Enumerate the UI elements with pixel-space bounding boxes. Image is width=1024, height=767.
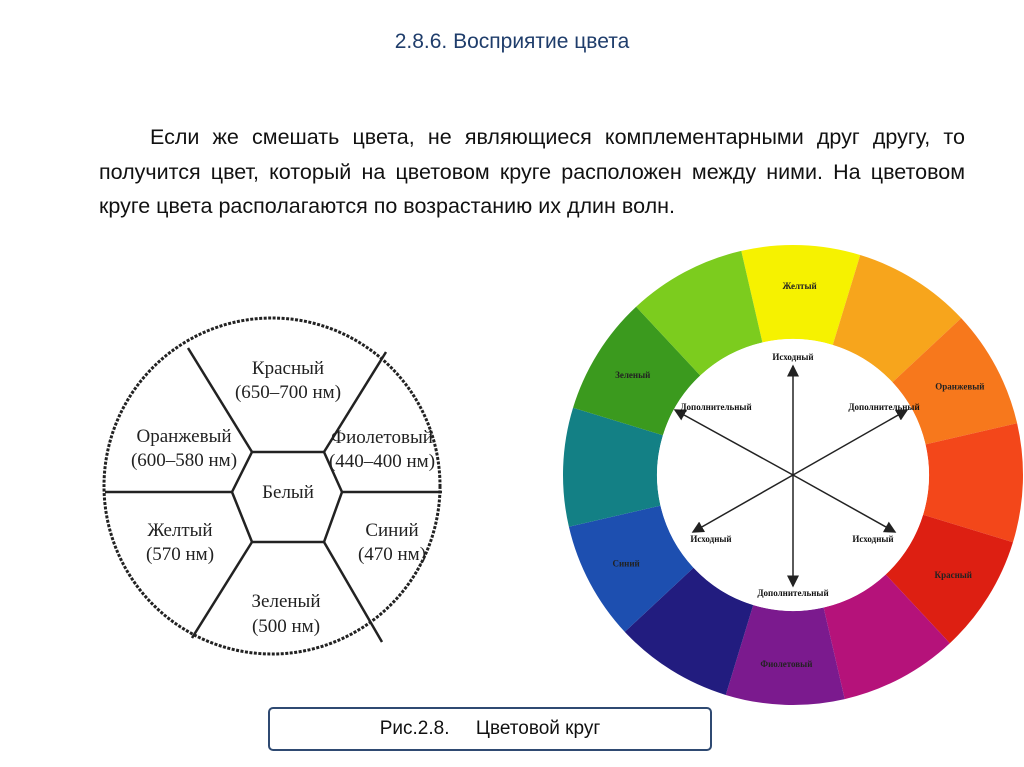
wheel-segment-label: Зеленый <box>615 369 651 380</box>
segment-orange-name: Оранжевый <box>136 426 232 447</box>
wheel-segment-label: Синий <box>612 558 640 569</box>
caption-number: Рис.2.8. <box>379 718 450 739</box>
inner-label-upper-right: Дополнительный <box>848 402 920 412</box>
inner-label-lower-right: Исходный <box>852 534 894 544</box>
center-white-label: Белый <box>262 482 314 503</box>
body-paragraph: Если же смешать цвета, не являющиеся комплементарными друг другу, то получится цвет, который на цветовом круге расположен между ними. На цветовом круге цвета располагаются по возрастанию их длин волн. <box>99 125 965 218</box>
segment-red-range: (650–700 нм) <box>234 382 342 403</box>
wheel-segment-label: Оранжевый <box>935 381 985 392</box>
segment-yellow-range: (570 нм) <box>145 544 215 565</box>
inner-label-bottom: Дополнительный <box>757 588 829 598</box>
segment-green-range: (500 нм) <box>251 616 321 637</box>
segment-orange-range: (600–580 нм) <box>130 450 238 471</box>
segment-red-name: Красный <box>251 358 325 379</box>
inner-label-top: Исходный <box>772 352 814 362</box>
figure-caption <box>268 707 712 751</box>
segment-blue-range: (470 нм) <box>357 544 427 565</box>
slide-title: 2.8.6. Восприятие цвета <box>394 30 630 53</box>
wheel-segment-label: Желтый <box>782 281 817 292</box>
inner-label-lower-left: Исходный <box>690 534 732 544</box>
wheel-segment-label: Фиолетовый <box>760 658 813 669</box>
segment-blue-name: Синий <box>365 520 419 541</box>
inner-label-upper-left: Дополнительный <box>680 402 752 412</box>
segment-violet-name: Фиолетовый <box>331 427 433 448</box>
segment-yellow-name: Желтый <box>147 520 213 541</box>
color-wheel <box>555 240 1024 710</box>
segment-green-name: Зеленый <box>251 591 321 612</box>
segment-violet-range: (440–400 нм) <box>328 451 436 472</box>
wavelength-diagram <box>90 302 470 682</box>
wheel-segment-label: Красный <box>934 570 972 581</box>
caption-text: Цветовой круг <box>475 718 601 739</box>
